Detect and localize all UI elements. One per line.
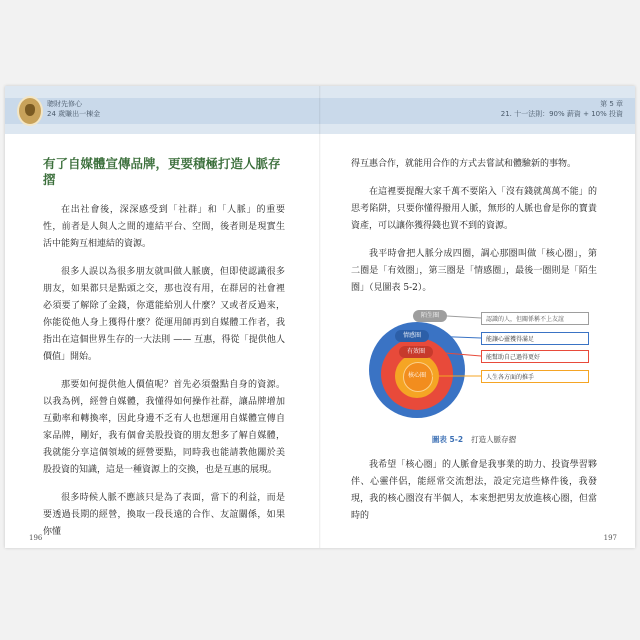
figure-caption-number: 圖表 5-2: [431, 435, 464, 444]
paragraph: 那要如何提供他人價值呢？首先必須盤點自身的資源。以我為例，經營自媒體，我懂得如何操作社群，讓品牌增加互動率和轉換率，因此身邊不乏有人也想運用自媒體宣傳自家品牌，剛好，我有個會美股投資的朋友想多了解自媒體，我就能分享這個領域的經營要點，同時我也能請教他關於美股投資的知識，這是一種資源上的交換，也是互惠的展現。: [43, 380, 285, 475]
connector-emotion: [429, 336, 481, 338]
page-number-left: 196: [29, 534, 43, 542]
legend-box-effective: 能幫助自己過得更好: [481, 350, 589, 363]
book-spread: [5, 86, 635, 548]
paragraph: 在這裡要提醒大家千萬不要陷入「沒有錢就萬萬不能」的思考陷阱，只要你懂得撥用人脈，無形的人脈也會是你的寶貴資產，可以讓你獲得錢也買不到的資源。: [351, 187, 597, 231]
figure-caption: [351, 434, 597, 445]
network-circles-figure: [351, 308, 597, 428]
page-number-right: 197: [603, 534, 617, 542]
connector-effective: [433, 352, 481, 356]
paragraph: 我希望「核心圈」的人脈會是我事業的助力、投資學習夥伴、心靈伴侶，能經常交流想法，設定完這些條件後，我發現，我的核心圈沒有半個人，本來想把男友放進核心圈，但當時的: [351, 460, 597, 521]
book-title-line2: 24 歲賺出一棟金: [47, 110, 101, 118]
chapter-number: 第 5 章: [600, 100, 623, 108]
paragraph: 很多人誤以為很多朋友就叫做人脈廣，但即使認識很多朋友，如果都只是點頭之交，那也沒有用，在群居的社會裡必須要了解除了金錢，你還能給別人什麼？又或者反過來，你能從他人身上獲得什麼？從運用師再到自媒體工作者，我指出在這個世界生存的一大法則 —— 互惠，得從「提供他人價值」開始。: [43, 267, 285, 362]
section-heading: 有了自媒體宣傳品牌，更要積極打造人脈存摺: [43, 156, 281, 187]
book-title: [47, 99, 100, 119]
ring-label-effective: 有效圈: [399, 346, 433, 358]
legend-box-emotion: 能讓心靈獲得滿足: [481, 332, 589, 345]
chapter-label: [501, 99, 623, 119]
chapter-title: 21. 十一法則：90% 薪資 + 10% 投資: [500, 110, 623, 118]
legend-box-core: 人生各方面的推手: [481, 370, 589, 383]
paragraph: 我平時會把人脈分成四圈，調心那圈叫做「核心圈」，第二圈是「有效圈」，第三圈是「情感圈」，最後一圈則是「陌生圈」（見圖表 5-2）。: [351, 249, 597, 293]
ring-label-emotion: 情感圈: [395, 330, 429, 342]
legend-box-stranger: 認識的人，但關係稱不上友誼: [481, 312, 589, 325]
book-title-line1: 聰財先修心: [47, 100, 82, 108]
connector-lines: [351, 308, 597, 428]
ring-label-core: 核心圈: [407, 372, 426, 379]
paragraph: 得互惠合作，就能用合作的方式去嘗試和體驗新的事物。: [351, 159, 577, 169]
paragraph: 在出社會後，深深感受到「社群」和「人脈」的重要性，前者是人與人之間的連結平台、空間，後者則是現實生活中能夠互相連結的資源。: [43, 205, 285, 249]
page-gutter: [319, 86, 321, 548]
ring-label-stranger: 陌生圈: [413, 310, 447, 322]
right-page: [351, 156, 597, 536]
left-page: [43, 156, 285, 548]
connector-stranger: [447, 316, 481, 318]
paragraph: 很多時候人脈不應該只是為了表面，當下的利益，而是要透過長期的經營，換取一段長遠的合作、友誼關係，如果你懂: [43, 493, 285, 537]
figure-caption-text: 打造人脈存摺: [471, 435, 517, 444]
book-logo-icon: [17, 96, 43, 126]
